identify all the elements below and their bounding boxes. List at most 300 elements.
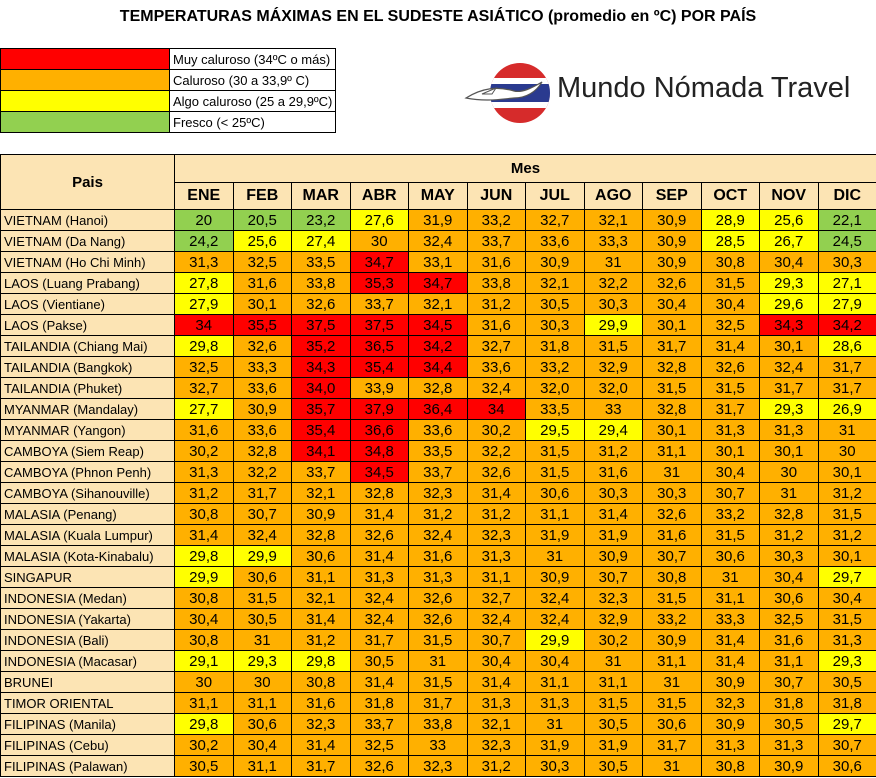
temperature-cell: 33 [409,735,468,756]
location-cell: LAOS (Vientiane) [1,294,175,315]
table-row [1,567,876,588]
table-row [1,378,876,399]
temperature-cell: 31 [818,420,876,441]
temperature-cell: 29,1 [175,651,234,672]
month-header: DIC [818,183,876,210]
temperature-cell: 32,7 [467,588,526,609]
temperature-cell: 34,5 [350,462,409,483]
location-cell: TIMOR ORIENTAL [1,693,175,714]
temperature-cell: 32,0 [526,378,585,399]
temperature-cell: 31 [701,567,760,588]
legend-item [1,91,336,112]
temperature-cell: 31,1 [526,672,585,693]
temperature-cell: 32,5 [175,357,234,378]
temperature-cell: 30,4 [701,462,760,483]
temperature-cell: 32,1 [526,273,585,294]
temperature-cell: 31,4 [701,651,760,672]
temperature-cell: 27,6 [350,210,409,231]
location-cell: FILIPINAS (Palawan) [1,756,175,777]
temperature-cell: 32,4 [467,378,526,399]
temperature-cell: 32,4 [350,588,409,609]
temperature-cell: 34 [175,315,234,336]
temperature-cell: 30,5 [818,672,876,693]
table-row [1,294,876,315]
temperature-cell: 30,1 [643,315,702,336]
temperature-cell: 31,4 [350,504,409,525]
temperature-cell: 30,3 [584,294,643,315]
temperature-cell: 30,6 [292,546,351,567]
temperature-cell: 31,1 [233,756,292,777]
temperature-cell: 31,6 [467,315,526,336]
legend [0,48,336,133]
temperature-cell: 35,7 [292,399,351,420]
temperature-cell: 32,9 [584,609,643,630]
temperature-cell: 32,8 [292,525,351,546]
temperature-cell: 31,3 [701,420,760,441]
month-header: OCT [701,183,760,210]
temperature-cell: 31,1 [292,567,351,588]
temperature-cell: 32,4 [409,525,468,546]
temperature-cell: 31 [643,462,702,483]
temperature-cell: 31,4 [350,672,409,693]
temperature-cell: 31,7 [350,630,409,651]
temperature-cell: 29,7 [818,567,876,588]
temperature-cell: 31,5 [818,504,876,525]
table-row [1,357,876,378]
temperature-cell: 32,2 [467,441,526,462]
temperature-cell: 29,4 [584,420,643,441]
table-row [1,273,876,294]
temperature-cell: 34,2 [409,336,468,357]
temperature-cell: 25,6 [233,231,292,252]
temperature-cell: 30 [760,462,819,483]
temperature-cell: 31,6 [409,546,468,567]
temperature-cell: 31,7 [818,357,876,378]
legend-swatch [1,112,170,133]
temperature-cell: 27,9 [175,294,234,315]
temperature-cell: 30,2 [584,630,643,651]
location-cell: MALASIA (Kuala Lumpur) [1,525,175,546]
temperature-cell: 25,6 [760,210,819,231]
temperature-cell: 30,5 [584,756,643,777]
temperature-cell: 30,2 [175,441,234,462]
location-cell: LAOS (Pakse) [1,315,175,336]
temperature-cell: 30,7 [467,630,526,651]
temperature-cell: 32,8 [409,378,468,399]
temperature-cell: 31,4 [467,483,526,504]
temperature-cell: 30,9 [701,672,760,693]
temperature-cell: 32,0 [584,378,643,399]
temperature-cell: 31,5 [584,336,643,357]
temperature-cell: 34,3 [292,357,351,378]
temperature-cell: 31,9 [526,525,585,546]
temperature-cell: 30,8 [175,588,234,609]
temperature-cell: 32,2 [233,462,292,483]
temperature-cell: 30,6 [526,483,585,504]
brand-name: Mundo Nómada Travel [557,72,851,104]
location-cell: INDONESIA (Medan) [1,588,175,609]
temperature-cell: 33,7 [350,714,409,735]
temperature-cell: 31,2 [818,483,876,504]
table-row [1,210,876,231]
temperature-cell: 26,9 [818,399,876,420]
temperature-cell: 32,4 [526,609,585,630]
temperature-cell: 35,2 [292,336,351,357]
temperature-cell: 30,9 [584,546,643,567]
temperature-cell: 31,5 [526,441,585,462]
temperature-cell: 24,5 [818,231,876,252]
temperature-cell: 31 [584,252,643,273]
temperature-cell: 31,1 [643,441,702,462]
temperature-cell: 20 [175,210,234,231]
temperature-cell: 32,6 [643,504,702,525]
temperature-cell: 32,3 [584,588,643,609]
temperature-cell: 32,8 [643,357,702,378]
temperature-cell: 30,4 [760,567,819,588]
temperature-cell: 30,8 [292,672,351,693]
temperature-cell: 30,4 [818,588,876,609]
temperature-cell: 24,2 [175,231,234,252]
temperature-cell: 32,1 [584,210,643,231]
location-cell: TAILANDIA (Bangkok) [1,357,175,378]
temperature-cell: 33,6 [526,231,585,252]
temperature-cell: 36,5 [350,336,409,357]
temperature-cell: 31,2 [467,294,526,315]
location-cell: CAMBOYA (Sihanouville) [1,483,175,504]
temperature-cell: 31,3 [175,252,234,273]
table-row [1,588,876,609]
temperature-cell: 33,6 [467,357,526,378]
temperature-cell: 31,7 [701,399,760,420]
month-header: JUN [467,183,526,210]
temperature-cell: 30,4 [175,609,234,630]
temperature-cell: 34,7 [409,273,468,294]
temperature-cell: 32,5 [760,609,819,630]
temperature-cell: 31,2 [175,483,234,504]
temperature-cell: 29,3 [760,399,819,420]
table-row [1,525,876,546]
temperature-cell: 30,7 [643,546,702,567]
month-header: FEB [233,183,292,210]
temperature-cell: 30,9 [526,567,585,588]
temperature-cell: 28,9 [701,210,760,231]
temperature-cell: 29,3 [818,651,876,672]
location-cell: INDONESIA (Macasar) [1,651,175,672]
temperature-cell: 31,1 [175,693,234,714]
table-row [1,420,876,441]
temperature-cell: 32,3 [701,693,760,714]
temperature-cell: 31,2 [409,504,468,525]
temperature-cell: 30,6 [233,714,292,735]
temperature-cell: 33,8 [409,714,468,735]
temperature-cell: 30,9 [643,630,702,651]
temperature-cell: 32,4 [233,525,292,546]
temperature-cell: 33,7 [350,294,409,315]
temperature-cell: 32,3 [467,525,526,546]
temperature-cell: 34,5 [409,315,468,336]
temperature-cell: 31,2 [760,525,819,546]
temperature-cell: 30,5 [584,714,643,735]
temperature-cell: 30,7 [584,567,643,588]
temperature-cell: 32,2 [584,273,643,294]
temperature-cell: 30,6 [818,756,876,777]
temperature-cell: 29,7 [818,714,876,735]
temperature-cell: 30,1 [818,546,876,567]
temperature-cell: 31,3 [467,546,526,567]
temperature-cell: 30 [233,672,292,693]
temperature-cell: 29,9 [584,315,643,336]
temperature-cell: 31,3 [760,735,819,756]
temperature-cell: 30,8 [175,630,234,651]
temperature-cell: 29,9 [233,546,292,567]
temperature-cell: 31,4 [350,546,409,567]
temperature-cell: 30,9 [643,252,702,273]
temperature-cell: 34,8 [350,441,409,462]
temperature-cell: 30,4 [760,252,819,273]
temperature-cell: 32,6 [350,756,409,777]
temperature-cell: 31 [643,672,702,693]
table-row [1,756,876,777]
location-cell: BRUNEI [1,672,175,693]
month-header: ENE [175,183,234,210]
temperature-cell: 30,9 [643,210,702,231]
temperature-cell: 31,4 [584,504,643,525]
temperature-cell: 33,5 [526,399,585,420]
temperature-cell: 30 [818,441,876,462]
temperature-cell: 30,3 [818,252,876,273]
temperature-cell: 32,8 [643,399,702,420]
table-row [1,336,876,357]
temperature-cell: 32,7 [526,210,585,231]
location-cell: SINGAPUR [1,567,175,588]
temperature-cell: 29,6 [760,294,819,315]
temperature-cell: 31 [526,546,585,567]
temperature-cell: 33,5 [292,252,351,273]
month-header: ABR [350,183,409,210]
temperature-cell: 20,5 [233,210,292,231]
temperature-cell: 31,2 [292,630,351,651]
location-cell: INDONESIA (Bali) [1,630,175,651]
temperature-cell: 31 [584,651,643,672]
location-cell: CAMBOYA (Siem Reap) [1,441,175,462]
temperature-cell: 30,9 [292,504,351,525]
temperature-cell: 30,9 [233,399,292,420]
temperature-cell: 32,7 [467,336,526,357]
table-row [1,441,876,462]
temperature-cell: 31,7 [233,483,292,504]
table-row [1,252,876,273]
temperature-cell: 29,3 [233,651,292,672]
temperature-cell: 30,1 [643,420,702,441]
temperature-cell: 31,5 [818,609,876,630]
temperature-cell: 35,4 [292,420,351,441]
temperature-cell: 33,6 [233,378,292,399]
temperature-cell: 29,8 [175,714,234,735]
temperature-cell: 31,4 [292,735,351,756]
temperature-cell: 31,6 [233,273,292,294]
temperature-cell: 32,4 [760,357,819,378]
temperature-cell: 31,7 [409,693,468,714]
legend-label: Caluroso (30 a 33,9º C) [170,70,336,91]
table-row [1,672,876,693]
temperature-cell: 30,3 [526,315,585,336]
temperature-cell: 35,3 [350,273,409,294]
table-row [1,630,876,651]
temperature-cell: 30,8 [701,756,760,777]
temperature-cell: 32,4 [467,609,526,630]
temperature-cell: 28,6 [818,336,876,357]
legend-swatch [1,49,170,70]
temperature-cell: 22,1 [818,210,876,231]
temperature-cell: 30 [175,672,234,693]
temperature-cell: 30,5 [175,756,234,777]
table-row [1,231,876,252]
country-column-header: Pais [1,155,175,210]
temperature-cell: 31,7 [292,756,351,777]
location-cell: TAILANDIA (Chiang Mai) [1,336,175,357]
temperature-cell: 32,6 [701,357,760,378]
temperature-cell: 32,8 [233,441,292,462]
temperature-cell: 35,5 [233,315,292,336]
location-cell: FILIPINAS (Cebu) [1,735,175,756]
temperature-cell: 33,7 [409,462,468,483]
temperature-cell: 31 [643,756,702,777]
table-row [1,483,876,504]
temperature-cell: 30,5 [526,294,585,315]
temperature-cell: 30,1 [760,336,819,357]
temperature-cell: 31 [760,483,819,504]
location-cell: VIETNAM (Ho Chi Minh) [1,252,175,273]
temperature-cell: 33,2 [701,504,760,525]
temperature-cell: 30,1 [701,441,760,462]
temperature-cell: 29,8 [175,546,234,567]
temperature-cell: 34,0 [292,378,351,399]
brand-logo [462,58,872,128]
temperature-cell: 36,6 [350,420,409,441]
temperature-cell: 27,4 [292,231,351,252]
temperature-cell: 31,2 [467,756,526,777]
location-cell: MYANMAR (Mandalay) [1,399,175,420]
temperature-cell: 31,7 [643,336,702,357]
temperature-cell: 31,8 [350,693,409,714]
temperature-cell: 30,4 [467,651,526,672]
temperature-cell: 30,3 [760,546,819,567]
temperature-cell: 32,7 [175,378,234,399]
temperature-cell: 31 [409,651,468,672]
temperature-cell: 31,6 [175,420,234,441]
temperature-cell: 32,6 [350,525,409,546]
temperature-cell: 31,3 [526,693,585,714]
temperature-cell: 31,6 [643,525,702,546]
temperature-cell: 31,4 [175,525,234,546]
temperature-cell: 30,9 [760,756,819,777]
temperature-cell: 30,3 [643,483,702,504]
temperature-cell: 32,6 [643,273,702,294]
temperature-cell: 29,5 [526,420,585,441]
temperature-cell: 34,7 [350,252,409,273]
temperature-cell: 31,3 [818,630,876,651]
temperature-cell: 32,6 [467,462,526,483]
temperature-cell: 30 [350,231,409,252]
month-header: NOV [760,183,819,210]
location-cell: VIETNAM (Da Nang) [1,231,175,252]
temperature-cell: 31,5 [643,378,702,399]
flag-globe-icon [462,58,558,128]
temperature-cell: 30,5 [760,714,819,735]
temperature-cell: 30,2 [467,420,526,441]
month-header: JUL [526,183,585,210]
month-header: AGO [584,183,643,210]
table-row [1,315,876,336]
month-header: MAY [409,183,468,210]
temperature-cell: 31,2 [467,504,526,525]
temperature-cell: 32,1 [292,588,351,609]
location-cell: MYANMAR (Yangon) [1,420,175,441]
temperature-cell: 32,4 [350,609,409,630]
temperature-cell: 32,1 [409,294,468,315]
temperature-cell: 30,7 [233,504,292,525]
legend-swatch [1,70,170,91]
temperature-cell: 31,4 [467,672,526,693]
temperature-cell: 30,7 [701,483,760,504]
legend-label: Muy caluroso (34ºC o más) [170,49,336,70]
temperature-cell: 31,5 [233,588,292,609]
temperature-cell: 31,1 [526,504,585,525]
temperature-cell: 32,3 [409,483,468,504]
location-cell: FILIPINAS (Manila) [1,714,175,735]
location-cell: TAILANDIA (Phuket) [1,378,175,399]
temperature-cell: 31,2 [584,441,643,462]
temperature-cell: 31,3 [760,420,819,441]
temperature-cell: 31 [233,630,292,651]
temperature-cell: 26,7 [760,231,819,252]
table-row [1,504,876,525]
temperature-cell: 30,3 [584,483,643,504]
temperature-cell: 31,2 [818,525,876,546]
legend-item [1,70,336,91]
table-row [1,693,876,714]
location-cell: CAMBOYA (Phnon Penh) [1,462,175,483]
location-cell: MALASIA (Penang) [1,504,175,525]
temperature-cell: 32,6 [409,588,468,609]
temperature-cell: 33,2 [467,210,526,231]
temperature-cell: 31,1 [701,588,760,609]
temperature-cell: 36,4 [409,399,468,420]
temperature-cell: 33,2 [526,357,585,378]
temperature-cell: 37,9 [350,399,409,420]
temperature-cell: 30,1 [760,441,819,462]
temperature-cell: 31,9 [409,210,468,231]
month-header: SEP [643,183,702,210]
temperature-cell: 31,5 [526,462,585,483]
temperature-cell: 33,8 [467,273,526,294]
temperature-cell: 31,5 [701,273,760,294]
temperature-cell: 31,9 [526,735,585,756]
location-cell: INDONESIA (Yakarta) [1,609,175,630]
temperature-cell: 32,4 [409,231,468,252]
temperature-cell: 31,8 [818,693,876,714]
table-row [1,546,876,567]
temperature-cell: 31,9 [584,525,643,546]
temperature-cell: 30,9 [526,252,585,273]
temperature-cell: 33 [584,399,643,420]
temperature-cell: 31,4 [701,336,760,357]
temperature-cell: 32,9 [584,357,643,378]
temperature-cell: 34,4 [409,357,468,378]
temperature-cell: 31,8 [526,336,585,357]
legend-swatch [1,91,170,112]
temperature-cell: 31,1 [233,693,292,714]
